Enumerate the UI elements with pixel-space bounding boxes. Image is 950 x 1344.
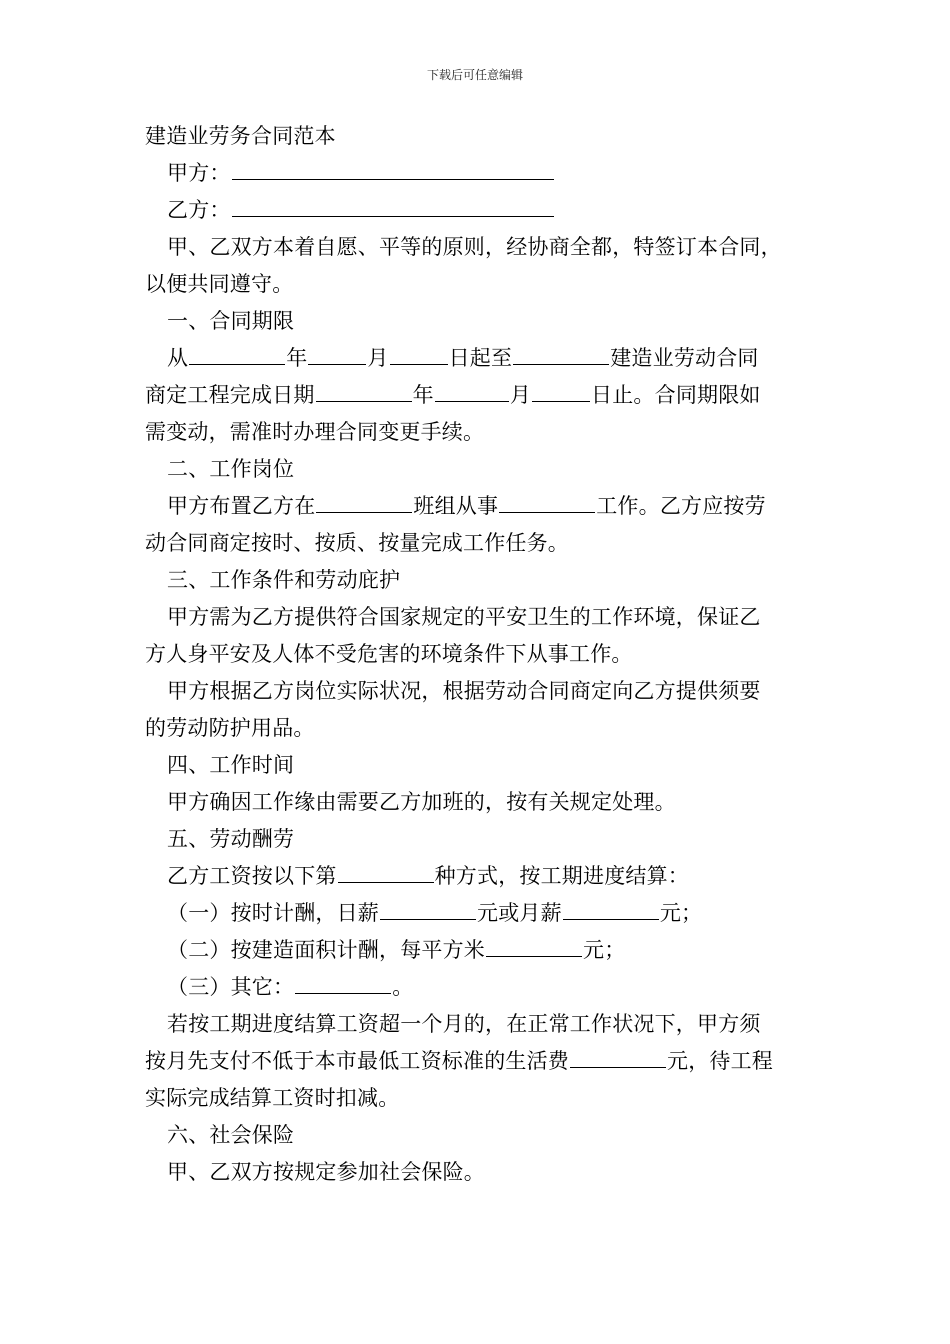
s2-line-2: 动合同商定按时、按质、按量完成工作任务。 bbox=[145, 531, 569, 555]
job-blank[interactable] bbox=[499, 488, 595, 513]
section-2-heading: 二、工作岗位 bbox=[167, 457, 295, 481]
s1-text: 年 bbox=[412, 383, 434, 407]
s5-p2-line-1: 若按工期进度结算工资超一个月的，在正常工作状况下，甲方须 bbox=[167, 1012, 761, 1036]
s1-text: 年 bbox=[286, 346, 308, 370]
end-year-blank[interactable] bbox=[316, 377, 412, 402]
s4-p1: 甲方确因工作缘由需要乙方加班的，按有关规定处理。 bbox=[167, 790, 676, 814]
s1-line-2 bbox=[145, 377, 825, 414]
daily-wage-blank[interactable] bbox=[380, 895, 476, 920]
s6-p1: 甲、乙双方按规定参加社会保险。 bbox=[167, 1160, 485, 1184]
s1-text: 日止。合同期限如 bbox=[591, 383, 761, 407]
s5-text: 元或月薪 bbox=[477, 901, 562, 925]
s5-text: 种方式，按工期进度结算： bbox=[434, 864, 690, 888]
s5-option-3 bbox=[145, 969, 825, 1006]
party-b-label: 乙方： bbox=[167, 198, 231, 222]
s3-p2-line-1: 甲方根据乙方岗位实际状况，根据劳动合同商定向乙方提供须要 bbox=[167, 679, 761, 703]
s2-text: 班组从事 bbox=[413, 494, 499, 518]
s1-text: 从 bbox=[167, 346, 189, 370]
s5-line-1 bbox=[145, 858, 825, 895]
end-month-blank[interactable] bbox=[435, 377, 509, 402]
s5-text: （二）按建造面积计酬，每平方米 bbox=[167, 938, 485, 962]
document-title: 建造业劳务合同范本 bbox=[145, 124, 336, 148]
s5-p2-line-2 bbox=[145, 1043, 825, 1080]
s5-text: 元； bbox=[659, 901, 703, 925]
s5-text: （一）按时计酬，日薪 bbox=[167, 901, 379, 925]
s5-text: （三）其它： bbox=[167, 975, 295, 999]
start-day-blank[interactable] bbox=[390, 340, 448, 365]
s5-option-2 bbox=[145, 932, 825, 969]
area-rate-blank[interactable] bbox=[486, 932, 582, 957]
s1-text: 日起至 bbox=[448, 346, 513, 370]
s1-line-1 bbox=[145, 340, 825, 377]
s3-p2-line-2: 的劳动防护用品。 bbox=[145, 716, 315, 740]
team-blank[interactable] bbox=[316, 488, 412, 513]
s1-line-3: 需变动，需准时办理合同变更手续。 bbox=[145, 420, 485, 444]
s1-text: 建造业劳动合同 bbox=[610, 346, 759, 370]
s3-p1-line-2: 方人身平安及人体不受危害的环境条件下从事工作。 bbox=[145, 642, 633, 666]
contract-body bbox=[145, 118, 825, 1191]
s5-option-1 bbox=[145, 895, 825, 932]
living-allowance-blank[interactable] bbox=[570, 1043, 666, 1068]
end-day-blank[interactable] bbox=[532, 377, 590, 402]
s5-text: 元； bbox=[583, 938, 626, 962]
section-1-heading: 一、合同期限 bbox=[167, 309, 295, 333]
monthly-wage-blank[interactable] bbox=[563, 895, 659, 920]
s5-text: 乙方工资按以下第 bbox=[167, 864, 337, 888]
pay-method-blank[interactable] bbox=[338, 858, 434, 883]
header-note: 下载后可任意编辑 bbox=[426, 68, 523, 82]
section-5-heading: 五、劳动酬劳 bbox=[167, 827, 295, 851]
section-6-heading: 六、社会保险 bbox=[167, 1123, 295, 1147]
intro-line-1: 甲、乙双方本着自愿、平等的原则，经协商全都，特签订本合同， bbox=[167, 235, 782, 259]
other-method-blank[interactable] bbox=[295, 969, 391, 994]
s5-p2-line-3: 实际完成结算工资时扣减。 bbox=[145, 1086, 400, 1110]
s2-line-1 bbox=[145, 488, 825, 525]
s5-text: 。 bbox=[392, 975, 414, 999]
contract-blank[interactable] bbox=[513, 340, 609, 365]
intro-line-2: 以便共同遵守。 bbox=[145, 272, 294, 296]
s1-text: 月 bbox=[367, 346, 389, 370]
party-a-line bbox=[145, 155, 825, 192]
party-a-label: 甲方： bbox=[167, 161, 231, 185]
start-year-blank[interactable] bbox=[189, 340, 285, 365]
s2-text: 甲方布置乙方在 bbox=[167, 494, 316, 518]
s1-text: 商定工程完成日期 bbox=[145, 383, 315, 407]
section-3-heading: 三、工作条件和劳动庇护 bbox=[167, 568, 401, 592]
s2-text: 工作。乙方应按劳 bbox=[596, 494, 766, 518]
party-a-blank[interactable] bbox=[232, 155, 554, 180]
s3-p1-line-1: 甲方需为乙方提供符合国家规定的平安卫生的工作环境，保证乙 bbox=[167, 605, 761, 629]
s5-text: 元，待工程 bbox=[667, 1049, 773, 1073]
party-b-blank[interactable] bbox=[232, 192, 554, 217]
party-b-line bbox=[145, 192, 825, 229]
s1-text: 月 bbox=[509, 383, 532, 407]
s5-text: 按月先支付不低于本市最低工资标准的生活费 bbox=[145, 1049, 569, 1073]
start-month-blank[interactable] bbox=[308, 340, 366, 365]
section-4-heading: 四、工作时间 bbox=[167, 753, 295, 777]
